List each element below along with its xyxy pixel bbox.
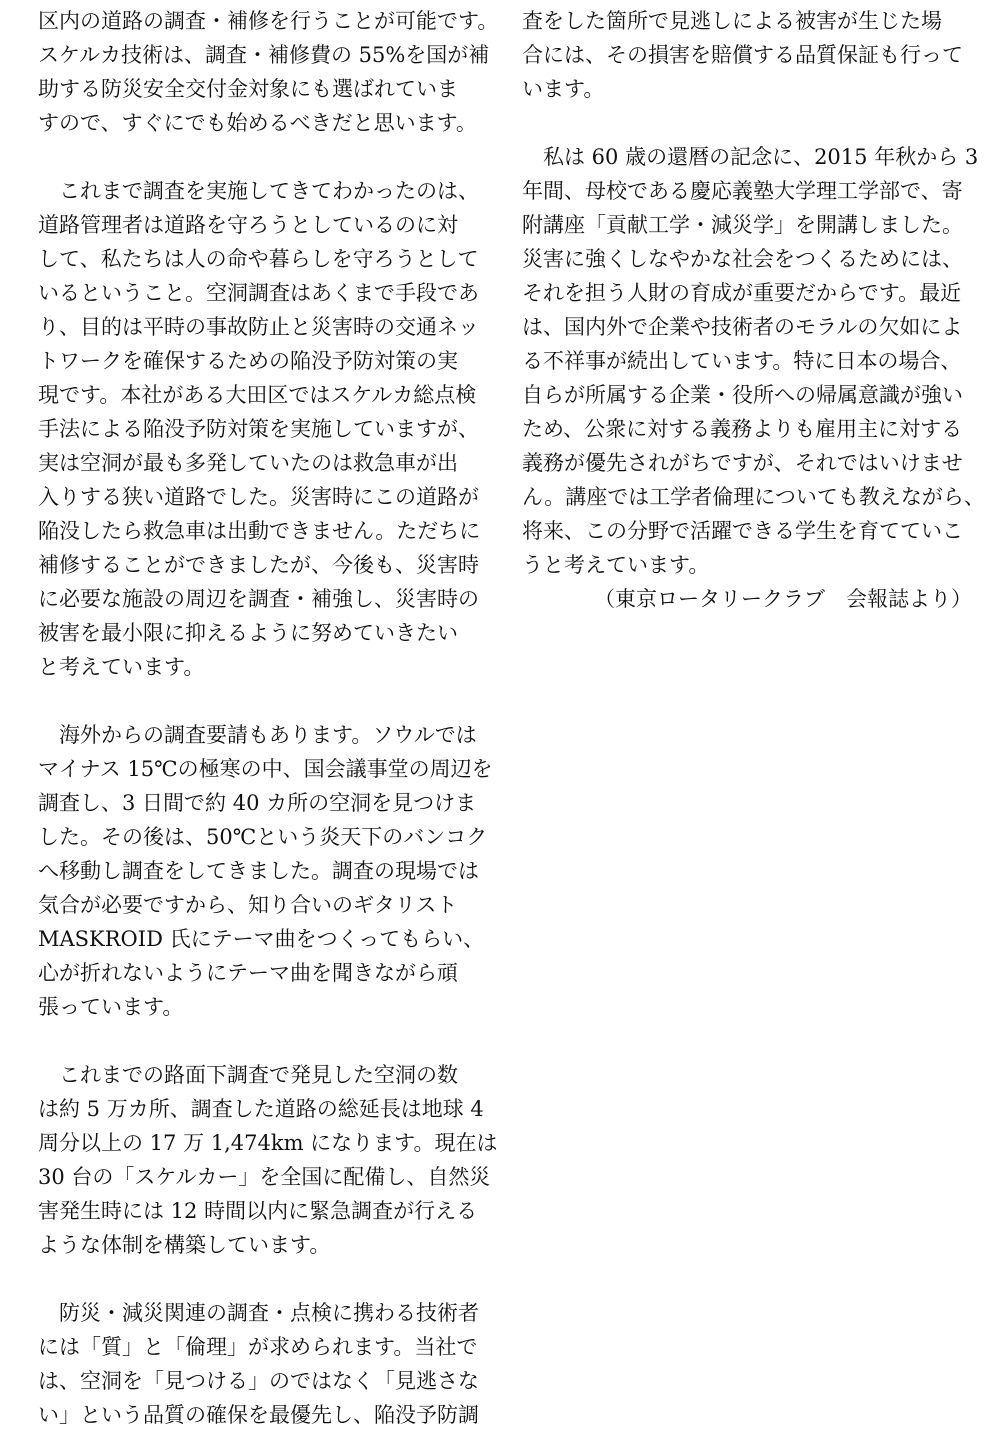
text-line: ような体制を構築しています。 [38, 1233, 331, 1257]
text-line: 陥没したら救急車は出動できません。ただちに [38, 519, 481, 543]
text-line: は、国内外で企業や技術者のモラルの欠如によ [522, 315, 963, 339]
text-line: 実は空洞が最も多発していたのは救急車が出 [38, 451, 458, 475]
text-line: り、目的は平時の事故防止と災害時の交通ネッ [38, 315, 479, 339]
text-line: ん。講座では工学者倫理についても教えながら、 [522, 485, 985, 509]
text-line: これまで調査を実施してきてわかったのは、 [38, 179, 479, 203]
text-line: 張っています。 [38, 995, 184, 1019]
text-line: と考えています。 [38, 655, 205, 679]
text-line: トワークを確保するための陥没予防対策の実 [38, 349, 458, 373]
text-line: 心が折れないようにテーマ曲を聞きながら頑 [38, 961, 458, 985]
text-line: は約 5 万カ所、調査した道路の総延長は地球 4 [38, 1097, 484, 1121]
text-line: 査をした箇所で見逃しによる被害が生じた場 [522, 9, 942, 33]
text-line: 道路管理者は道路を守ろうとしているのに対 [38, 213, 458, 237]
text-line: 年間、母校である慶応義塾大学理工学部で、寄 [522, 179, 963, 203]
text-line: に必要な施設の周辺を調査・補強し、災害時の [38, 587, 479, 611]
text-line: 災害に強くしなやかな社会をつくるためには、 [522, 247, 963, 271]
text-line: いるということ。空洞調査はあくまで手段であ [38, 281, 479, 305]
text-line: 区内の道路の調査・補修を行うことが可能です。 [38, 9, 499, 33]
text-line: る不祥事が続出しています。特に日本の場合、 [522, 349, 962, 373]
text-line: 補修することができましたが、今後も、災害時 [38, 553, 479, 577]
paragraph-gap [522, 106, 972, 140]
text-line: には「質」と「倫理」が求められます。当社で [38, 1335, 478, 1359]
text-line: 助する防災安全交付金対象にも選ばれていま [38, 77, 458, 101]
text-line: 害発生時には 12 時間以内に緊急調査が行える [38, 1199, 478, 1223]
paragraph-gap [38, 140, 496, 174]
text-line: すので、すぐにでも始めるべきだと思います。 [38, 111, 477, 135]
text-line: マイナス 15℃の極寒の中、国会議事堂の周辺を [38, 757, 493, 781]
text-line: 私は 60 歳の還暦の記念に、2015 年秋から 3 [522, 145, 979, 169]
text-line: うと考えています。 [522, 553, 710, 577]
paragraph-gap [38, 684, 496, 718]
text-line: へ移動し調査をしてきました。調査の現場では [38, 859, 479, 883]
text-line: 附講座「貢献工学・減災学」を開講しました。 [522, 213, 963, 237]
text-line: います。 [522, 77, 605, 101]
paragraph-gap [38, 1262, 496, 1296]
text-line: 30 台の「スケルカー」を全国に配備し、自然災 [38, 1165, 491, 1189]
text-line: 気合が必要ですから、知り合いのギタリスト [38, 893, 458, 917]
text-line: 手法による陥没予防対策を実施していますが、 [38, 417, 479, 441]
text-line: 義務が優先されがちですが、それではいけませ [522, 451, 963, 475]
text-line: スケルカ技術は、調査・補修費の 55%を国が補 [38, 43, 490, 67]
text-line: これまでの路面下調査で発見した空洞の数 [38, 1063, 458, 1087]
text-line: は、空洞を「見つける」のではなく「見逃さな [38, 1369, 479, 1393]
text-line: ため、公衆に対する義務よりも雇用主に対する [522, 417, 963, 441]
paragraph-gap [38, 1024, 496, 1058]
text-line: それを担う人財の育成が重要だからです。最近 [522, 281, 962, 305]
text-line: 現です。本社がある大田区ではスケルカ総点検 [38, 383, 477, 407]
text-line: 調査し、3 日間で約 40 カ所の空洞を見つけま [38, 791, 477, 815]
text-line: した。その後は、50℃という炎天下のバンコク [38, 825, 488, 849]
text-line: い」という品質の確保を最優先し、陥没予防調 [38, 1403, 479, 1427]
text-line: 入りする狭い道路でした。災害時にこの道路が [38, 485, 479, 509]
text-line: 周分以上の 17 万 1,474km になります。現在は [38, 1131, 498, 1155]
source-credit: （東京ロータリークラブ 会報誌より） [594, 587, 972, 611]
right-text-column [522, 4, 985, 616]
text-line: 自らが所属する企業・役所への帰属意識が強い [522, 383, 963, 407]
text-line: して、私たちは人の命や暮らしを守ろうとして [38, 247, 479, 271]
text-line: 防災・減災関連の調査・点検に携わる技術者 [38, 1301, 479, 1325]
text-line: 海外からの調査要請もあります。ソウルでは [38, 723, 477, 747]
text-line: 将来、この分野で活躍できる学生を育てていこ [522, 519, 963, 543]
text-line: MASKROID 氏にテーマ曲をつくってもらい、 [38, 927, 485, 951]
left-text-column [38, 4, 499, 1432]
text-line: 合には、その損害を賠償する品質保証も行って [522, 43, 963, 67]
text-line: 被害を最小限に抑えるように努めていきたい [38, 621, 458, 645]
